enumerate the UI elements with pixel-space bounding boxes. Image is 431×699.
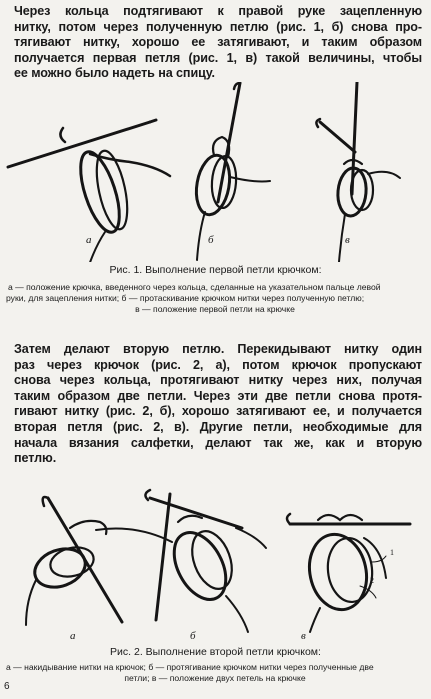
figure-2-label-b: б — [190, 630, 196, 642]
figure-2-legend — [6, 662, 424, 684]
figure-1b-drawing — [192, 83, 270, 260]
paragraph-2-line: гивают нитку (рис. 2, б), хорошо затягивают ее, и получается — [14, 404, 422, 419]
figure-1-legend-line: руки, для зацепления нитки; б — протаскивание крючком нитки через полученную петлю; — [6, 293, 365, 303]
paragraph-1-line: тягивают нитку, хорошо ее затягивают, и таким образом — [14, 35, 422, 50]
paragraph-2-line: таким образом две петли. Через эти две петли снова протя- — [14, 388, 422, 403]
figure-2-illustration — [0, 470, 431, 635]
paragraph-1-line: Через кольца подтягивают к правой руке зацепленную — [14, 4, 422, 18]
paragraph-2-line: петлю. — [14, 451, 57, 466]
figure-1-caption: Рис. 1. Выполнение первой петли крючком: — [109, 264, 322, 276]
figure-2c-callout-2: 2 — [370, 576, 374, 585]
figure-2-label-c: в — [301, 630, 306, 642]
paragraph-2-line: вторая петля (рис. 2, в). Другие петли, необходимые для — [14, 419, 422, 434]
paragraph-1-line: нитку, потом через полученную петлю (рис. 1, б) снова про- — [14, 19, 422, 34]
paragraph-2-line: Затем делают вторую петлю. Перекидывают нитку один — [14, 342, 422, 356]
paragraph-1 — [14, 4, 422, 82]
paragraph-2-line: начала вязания салфетки, делают так же, как и вторую — [14, 435, 422, 450]
figure-1-legend — [6, 282, 424, 315]
figure-1-label-a: а — [86, 234, 92, 246]
figure-2b-drawing — [145, 490, 266, 632]
figure-1-legend-line: в — положение первой петли на крючке — [135, 304, 295, 314]
paragraph-1-line: ее можно было надеть на спицу. — [14, 66, 215, 81]
figure-1-illustration — [0, 82, 431, 262]
figure-2-caption: Рис. 2. Выполнение второй петли крючком: — [110, 646, 321, 658]
page-number: 6 — [4, 681, 10, 692]
paragraph-2-line: раз через крючок (рис. 2, а), потом крючок пропускают — [14, 357, 422, 372]
figure-2-legend-line: петли; в — положение двух петель на крючке — [124, 673, 306, 683]
figure-1-legend-line: а — положение крючка, введенного через кольца, сделанные на указательном пальце левой — [8, 282, 381, 292]
figure-1c-drawing — [316, 82, 400, 262]
figure-1-label-b: б — [208, 234, 214, 246]
paragraph-2 — [14, 342, 422, 467]
figure-2-label-a: а — [70, 630, 76, 642]
figure-2c-callout-1: 1 — [390, 548, 394, 557]
paragraph-2-line: снова через кольца, протягивают нитку через них, получая — [14, 373, 422, 388]
figure-2-legend-line: а — накидывание нитки на крючок; б — протягивание крючком нитки через полученные две — [6, 662, 374, 672]
figure-2a-drawing — [26, 497, 172, 625]
figure-1-label-c: в — [345, 234, 350, 246]
figure-2c-drawing — [287, 514, 410, 632]
paragraph-1-line: получается первая петля (рис. 1, в) такой величины, чтобы — [14, 50, 422, 65]
